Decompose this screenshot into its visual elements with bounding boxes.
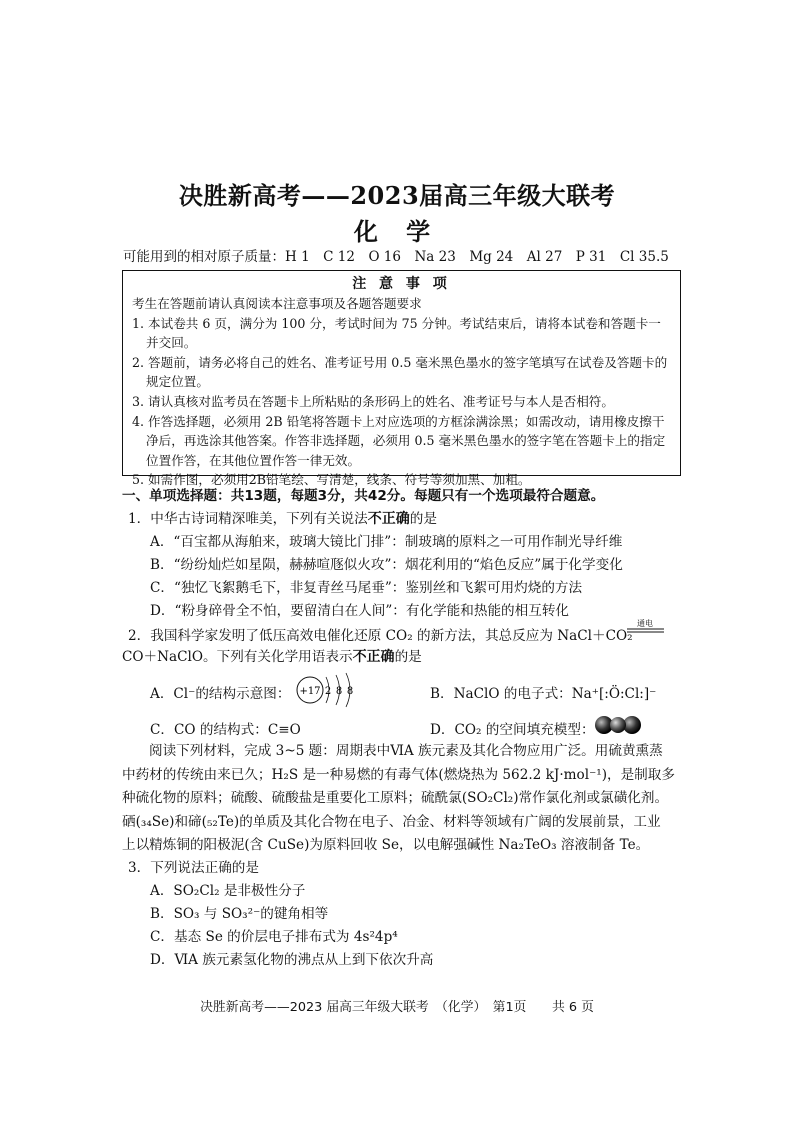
co-structural-formula: C≡O — [267, 722, 301, 738]
passage-line: 硒(₃₄Se)和碲(₅₂Te)的单质及其化合物在电子、冶金、材料等领域有广阔的发展前景，工业 — [122, 813, 661, 830]
naclo-electron-formula: Na⁺[:Ö:Cl:]⁻ — [571, 686, 657, 702]
question-2-line-1: 2．我国科学家发明了低压高效电催化还原 CO₂ 的新方法，其总反应为 NaCl＋CO₂ — [128, 628, 633, 644]
notice-item: 5. 如需作图，必须用2B铅笔绘、写清楚，线条、符号等须加黑、加粗。 — [132, 472, 531, 488]
shell-1-electrons: 2 — [324, 686, 332, 697]
passage-line: 上以精炼铜的阳极泥(含 CuSe)为原料回收 Se，以电解强碱性 Na₂TeO₃ 溶液制备 Te。 — [122, 837, 650, 853]
notice-box — [122, 270, 681, 488]
question-3-option-b: B．SO₃ 与 SO₃²⁻的键角相等 — [150, 906, 329, 922]
question-2-emphasis: 不正确 — [352, 649, 395, 665]
question-2-option-a: A．Cl⁻的结构示意图： — [150, 686, 291, 702]
question-3-option-d: D．ⅥA 族元素氢化物的沸点从上到下依次升高 — [150, 952, 434, 968]
question-3-stem: 3．下列说法正确的是 — [128, 860, 259, 876]
shell-3-electrons: 8 — [346, 686, 354, 697]
question-2-option-c — [150, 718, 301, 738]
subject-title: 化 学 — [353, 217, 441, 246]
exam-title: 决胜新高考——2023届高三年级大联考 — [178, 181, 616, 210]
question-1-stem — [128, 507, 437, 528]
passage-line: 中药材的传统由来已久；H₂S 是一种易燃的有毒气体(燃烧热为 562.2 kJ·mol⁻¹)，是制取多 — [122, 766, 675, 783]
section-heading: 一、单项选择题：共13题，每题3分，共42分。每题只有一个选项最符合题意。 — [122, 488, 605, 504]
passage-line: 种硫化物的原料；硫酸、硫酸盐是重要化工原料；硫酰氯(SO₂Cl₂)常作氯化剂或氯磺化剂。 — [122, 790, 669, 806]
notice-item: 2. 答题前，请务必将自己的姓名、准考证号用 0.5 毫米黑色墨水的签字笔填写在试卷及答题卡的规定位置。 — [132, 354, 668, 390]
question-1-option-a: A．“百宝都从海舶来，玻璃大镜比门排”：制玻璃的原料之一可用作制光导纤维 — [150, 534, 623, 550]
question-1-option-c: C．“独忆飞絮鹅毛下，非复青丝马尾垂”：鉴别丝和飞絮可用灼烧的方法 — [150, 580, 583, 596]
notice-title: 注 意 事 项 — [352, 276, 451, 292]
atomic-structure-diagram — [292, 670, 364, 710]
question-3-option-a: A．SO₂Cl₂ 是非极性分子 — [150, 883, 306, 899]
question-3-option-c: C．基态 Se 的价层电子排布式为 4s²4p⁴ — [150, 929, 398, 945]
nucleus-label: +17 — [299, 686, 321, 697]
reading-passage — [122, 740, 682, 858]
question-2-option-b — [430, 682, 656, 702]
question-2-line-2 — [122, 645, 422, 666]
co2-space-filling-model-icon — [594, 714, 642, 736]
notice-item: 1. 本试卷共 6 页，满分为 100 分，考试时间为 75 分钟。考试结束后，请将本试卷和答题卡一并交回。 — [132, 315, 661, 351]
question-2-line-2-pre: CO＋NaClO。下列有关化学用语表示 — [122, 649, 353, 665]
atomic-masses: 可能用到的相对原子质量：H 1 C 12 O 16 Na 23 Mg 24 Al 27 P 31 Cl 35.5 — [123, 249, 669, 265]
question-2-option-d: D．CO₂ 的空间填充模型： — [430, 722, 595, 738]
page-footer: 决胜新高考——2023 届高三年级大联考 （化学） 第1页 共 6 页 — [200, 1000, 594, 1015]
question-2-option-b-label: B．NaClO 的电子式： — [430, 686, 572, 702]
question-2-option-c-label: C．CO 的结构式： — [150, 722, 268, 738]
question-1-stem-post: 的是 — [409, 511, 437, 527]
passage-line: 阅读下列材料，完成 3~5 题：周期表中ⅥA 族元素及其化合物应用广泛。用硫黄熏蒸 — [149, 743, 663, 759]
reaction-condition-label: 通电 — [637, 619, 653, 628]
notice-item: 3. 请认真核对监考员在答题卡上所粘贴的条形码上的姓名、准考证号与本人是否相符。 — [132, 393, 614, 409]
shell-2-electrons: 8 — [335, 686, 343, 697]
equals-sign-icon — [626, 627, 666, 635]
notice-item: 4. 作答选择题，必须用 2B 铅笔将答题卡上对应选项的方框涂满涂黑；如需改动，请用橡皮擦干净后，再选涂其他答案。作答非选择题，必须用 0.5 毫米黑色墨水的签字笔在答题卡上的指定位置作答，在其他位置作答一律无效。 — [132, 413, 666, 468]
question-1-emphasis: 不正确 — [367, 511, 410, 527]
question-1-option-b: B．“纷纷灿烂如星陨，赫赫喧豗似火攻”：烟花利用的“焰色反应”属于化学变化 — [150, 557, 623, 573]
question-1-stem-pre: 1．中华古诗词精深唯美，下列有关说法 — [128, 511, 368, 527]
question-1-option-d: D．“粉身碎骨全不怕，要留清白在人间”：有化学能和热能的相互转化 — [150, 603, 570, 619]
notice-intro: 考生在答题前请认真阅读本注意事项及各题答题要求 — [132, 296, 422, 311]
question-2-line-2-post: 的是 — [394, 649, 422, 665]
